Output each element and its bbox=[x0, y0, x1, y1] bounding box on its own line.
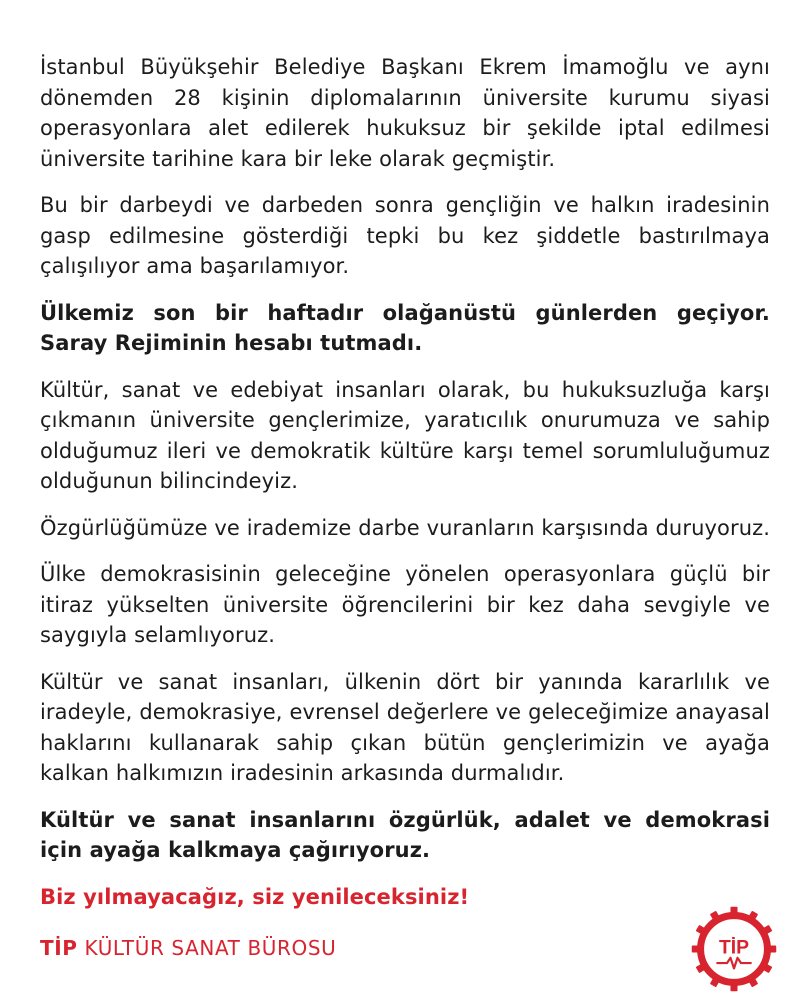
footer-bureau: KÜLTÜR SANAT BÜROSU bbox=[84, 936, 337, 960]
paragraph-5: Özgürlüğümüze ve irademize darbe vuranların karşısında duruyoruz. bbox=[40, 515, 771, 540]
paragraph-3: Ülkemiz son bir haftadır olağanüstü günlerden geçiyor. Saray Rejiminin hesabı tutmadı. bbox=[40, 300, 770, 355]
footer-signature bbox=[40, 936, 336, 960]
logo-text: TİP bbox=[718, 936, 750, 959]
paragraph-4: Kültür, sanat ve edebiyat insanları olarak, bu hukuksuzluğa karşı çıkmanın üniversite gençlerimize, yaratıcılık onurumuza ve sahip olduğumuz ileri ve demokratik kültüre karşı temel sorumluluğumuz olduğunun bilincindeyiz. bbox=[40, 377, 770, 493]
closing-slogan: Biz yılmayacağız, siz yenileceksiniz! bbox=[40, 884, 470, 909]
paragraph-6: Ülke demokrasisinin geleceğine yönelen operasyonlara güçlü bir itiraz yükselten üniversite öğrencilerini bir kez daha sevgiyle ve saygıyla selamlıyoruz. bbox=[40, 562, 770, 647]
tip-gear-logo-icon bbox=[690, 905, 778, 993]
statement-body bbox=[40, 52, 770, 928]
footer-brand: TİP bbox=[40, 936, 78, 960]
paragraph-7: Kültür ve sanat insanları, ülkenin dört bir yanında kararlılık ve iradeyle, demokrasiye, evrensel değerlere ve geleceğimize anayasal haklarını kullanarak sahip çıkan bütün gençlerimizin ve ayağa kalkan halkımızın iradesinin arkasında durmalıdır. bbox=[40, 669, 770, 785]
paragraph-8: Kültür ve sanat insanlarını özgürlük, adalet ve demokrasi için ayağa kalkmaya çağırıyoruz. bbox=[40, 807, 770, 862]
paragraph-1: İstanbul Büyükşehir Belediye Başkanı Ekrem İmamoğlu ve aynı dönemden 28 kişinin diplomalarının üniversite kurumu siyasi operasyonlara alet edilerek hukuksuz bir şekilde iptal edilmesi üniversite tarihine kara bir leke olarak geçmiştir. bbox=[40, 55, 770, 171]
paragraph-2: Bu bir darbeydi ve darbeden sonra gençliğin ve halkın iradesinin gasp edilmesine gösterdiği tepki bu kez şiddetle bastırılmaya çalışılıyor ama başarılamıyor. bbox=[40, 193, 770, 278]
